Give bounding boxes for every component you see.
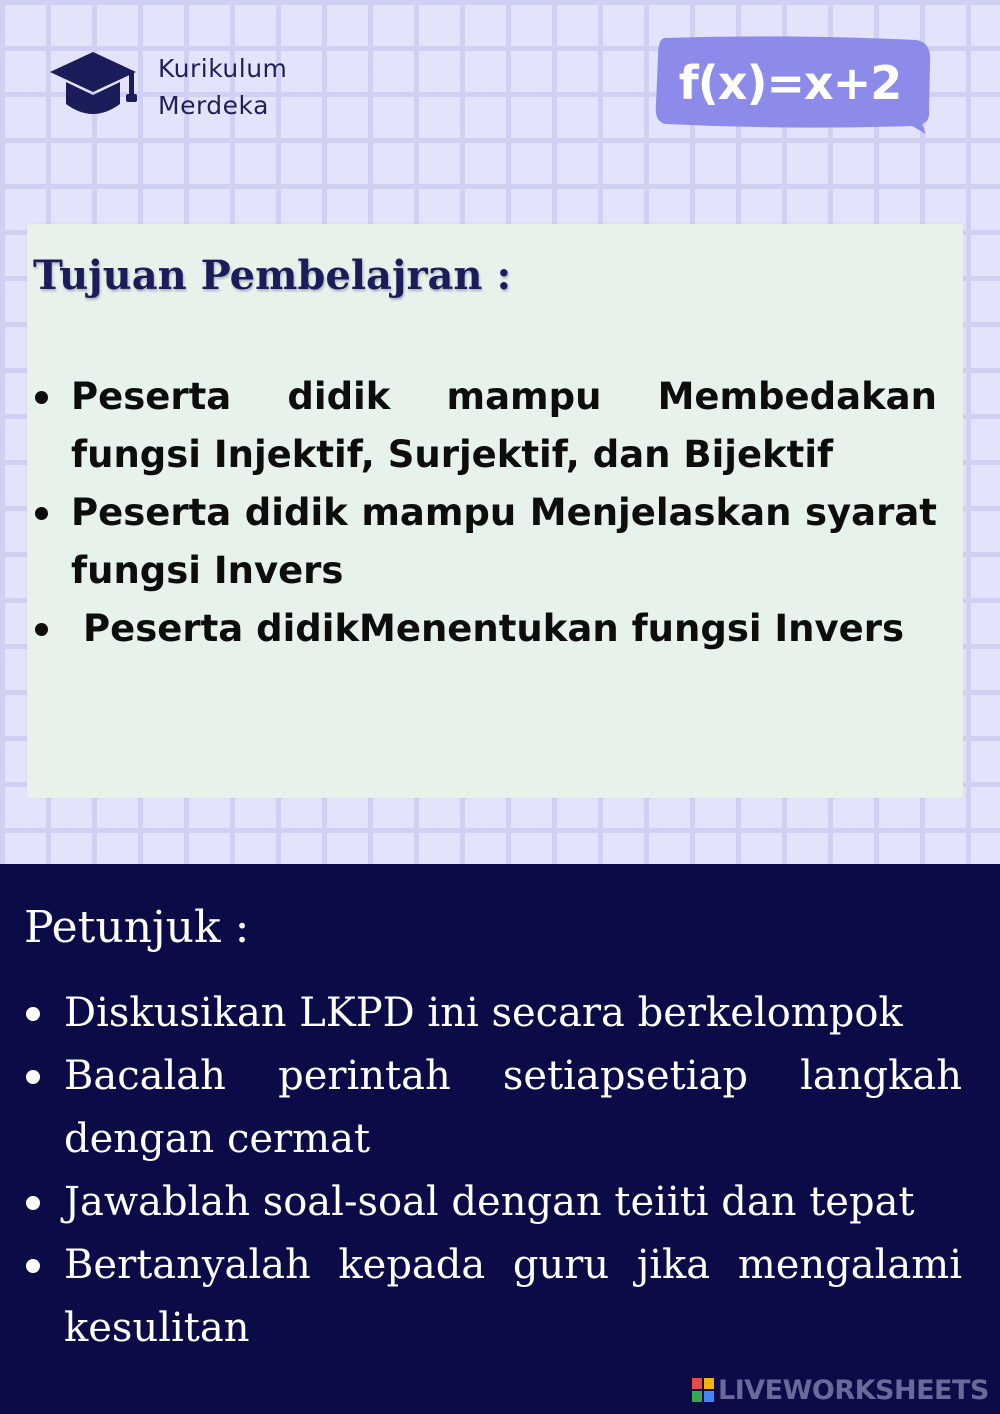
learning-goal-item: Peserta didikMenentukan fungsi Invers (27, 600, 937, 658)
instruction-item: Diskusikan LKPD ini secara berkelompok (22, 982, 962, 1045)
learning-goal-item: Peserta didik mampu Membedakan fungsi Injektif, Surjektif, dan Bijektif (27, 368, 937, 484)
learning-goals-list (27, 368, 937, 658)
instruction-item: Bertanyalah kepada guru jika mengalami kesulitan (22, 1234, 962, 1360)
formula-text: f(x)=x+2 (678, 56, 902, 110)
graduation-cap-icon (48, 48, 138, 124)
liveworksheets-logo-icon (692, 1378, 714, 1402)
watermark-text: LIVEWORKSHEETS (718, 1374, 989, 1406)
formula-bubble (650, 34, 940, 138)
liveworksheets-watermark (692, 1375, 989, 1405)
brand-name (158, 50, 287, 124)
learning-goal-item: Peserta didik mampu Menjelaskan syarat fungsi Invers (27, 484, 937, 600)
learning-goals-title: Tujuan Pembelajran : (33, 252, 512, 299)
instructions-panel (0, 864, 1000, 1414)
header (0, 0, 1000, 220)
instructions-title: Petunjuk : (24, 902, 250, 953)
brand-line-2: Merdeka (158, 91, 269, 120)
instructions-list (22, 982, 962, 1360)
brand-line-1: Kurikulum (158, 54, 288, 83)
instruction-item: Jawablah soal-soal dengan teiiti dan tepat (22, 1171, 962, 1234)
learning-goals-card (27, 224, 963, 798)
instruction-item: Bacalah perintah setiapsetiap langkah dengan cermat (22, 1045, 962, 1171)
